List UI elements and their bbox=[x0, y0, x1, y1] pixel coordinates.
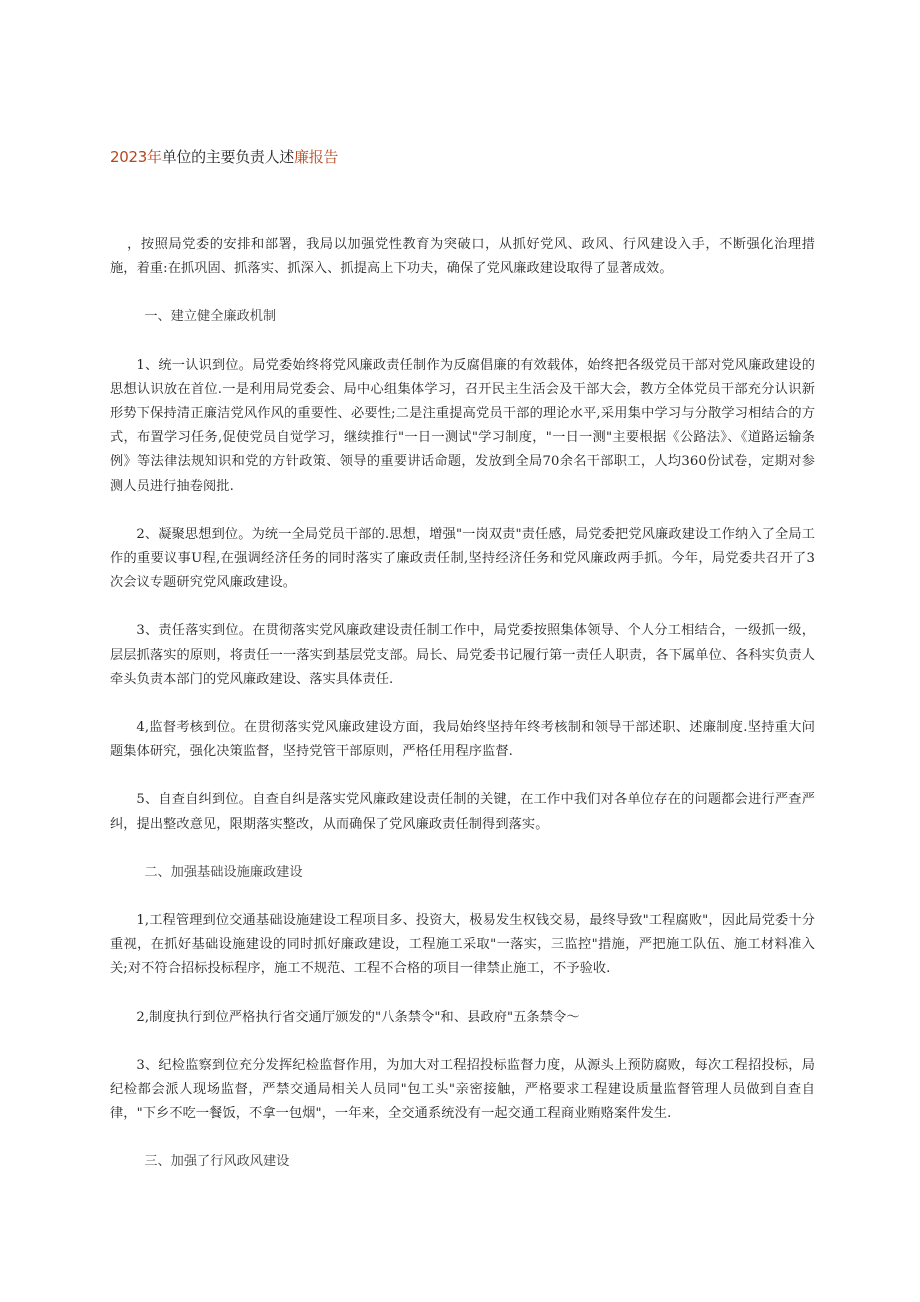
body-paragraph: 2,制度执行到位严格执行省交通厅颁发的"八条禁令"和、县政府"五条禁令～ bbox=[136, 1009, 580, 1025]
title-suffix: 廉报告 bbox=[294, 148, 339, 166]
body-paragraph: 3、纪检监察到位充分发挥纪检监督作用，为加大对工程招投标监督力度，从源头上预防腐败，每次工程招投标，局纪检都会派人现场监督，严禁交通局相关人员同"包工头"亲密接触，严格要求工程建设质量监督管理人员做到自查自律，"下乡不吃一餐饭，不拿一包烟"，一年来，全交通系统没有一起交通工程商业贿赂案件发生. bbox=[110, 1057, 815, 1122]
document-title bbox=[110, 146, 338, 167]
body-paragraph: ，按照局党委的安排和部署，我局以加强党性教育为突破口，从抓好党风、政风、行风建设入手，不断强化治理措施，着重:在抓巩固、抓落实、抓深入、抓提高上下功夫，确保了党风廉政建设取得了显著成效。 bbox=[110, 237, 815, 277]
title-main-text: 单位的主要负责人述 bbox=[161, 148, 294, 166]
section-heading: 二、加强基础设施廉政建设 bbox=[144, 864, 303, 880]
title-year: 2023年 bbox=[110, 148, 162, 166]
body-paragraph: 4,监督考核到位。在贯彻落实党风廉政建设方面，我局始终坚持年终考核制和领导干部述职、述廉制度.坚持重大问题集体研究，强化决策监督，坚持党管干部原则，严格任用程序监督. bbox=[110, 720, 815, 760]
body-paragraph: 3、责任落实到位。在贯彻落实党风廉政建设责任制工作中，局党委按照集体领导、个人分工相结合，一级抓一级，层层抓落实的原则，将责任一一落实到基层党支部。局长、局党委书记履行第一责任人职责，各下属单位、各科实负责人牵头负责本部门的党风廉政建设、落实具体责任. bbox=[110, 623, 815, 687]
section-heading: 一、建立健全廉政机制 bbox=[144, 309, 277, 325]
section-heading: 三、加强了行风政风建设 bbox=[144, 1154, 290, 1170]
body-paragraph: 1、统一认识到位。局党委始终将党风廉政责任制作为反腐倡廉的有效载体，始终把各级党员干部对党风廉政建设的思想认识放在首位.一是利用局党委会、局中心组集体学习，召开民主生活会及干部大会，教方全体党员干部充分认识新形势下保持清正廉洁党风作风的重要性、必要性;二是注重提高党员干部的理论水平,采用集中学习与分散学习相结合的方式，布置学习任务,促使党员自觉学习，继续推行"一日一测试"学习制度，"一日一测"主要根据《公路法》、《道路运输条例》等法律法规知识和党的方针政策、领导的重要讲话命题，发放到全局70余名干部职工，人均360份试卷，定期对参测人员进行抽卷阅批. bbox=[110, 357, 815, 494]
body-paragraph: 1,工程管理到位交通基础设施建设工程项目多、投资大，极易发生权钱交易，最终导致"工程腐败"，因此局党委十分重视，在抓好基础设施建设的同时抓好廉政建设，工程施工采取"一落实，三监控"措施，严把施工队伍、施工材料准入关;对不符合招标投标程序，施工不规范、工程不合格的项目一律禁止施工，不予验收. bbox=[110, 913, 815, 977]
body-paragraph: 2、凝聚思想到位。为统一全局党员干部的.思想，增强"一岗双责"责任感，局党委把党风廉政建设工作纳入了全局工作的重要议事U程,在强调经济任务的同时落实了廉政责任制,坚持经济任务和党风廉政两手抓。今年，局党委共召开了3次会议专题研究党风廉政建设。 bbox=[110, 526, 815, 591]
body-paragraph: 5、自查自纠到位。自查自纠是落实党风廉政建设责任制的关键，在工作中我们对各单位存在的问题都会进行严查严纠，提出整改意见，限期落实整改，从而确保了党风廉政责任制得到落实。 bbox=[110, 792, 815, 832]
document-body bbox=[110, 233, 815, 1199]
